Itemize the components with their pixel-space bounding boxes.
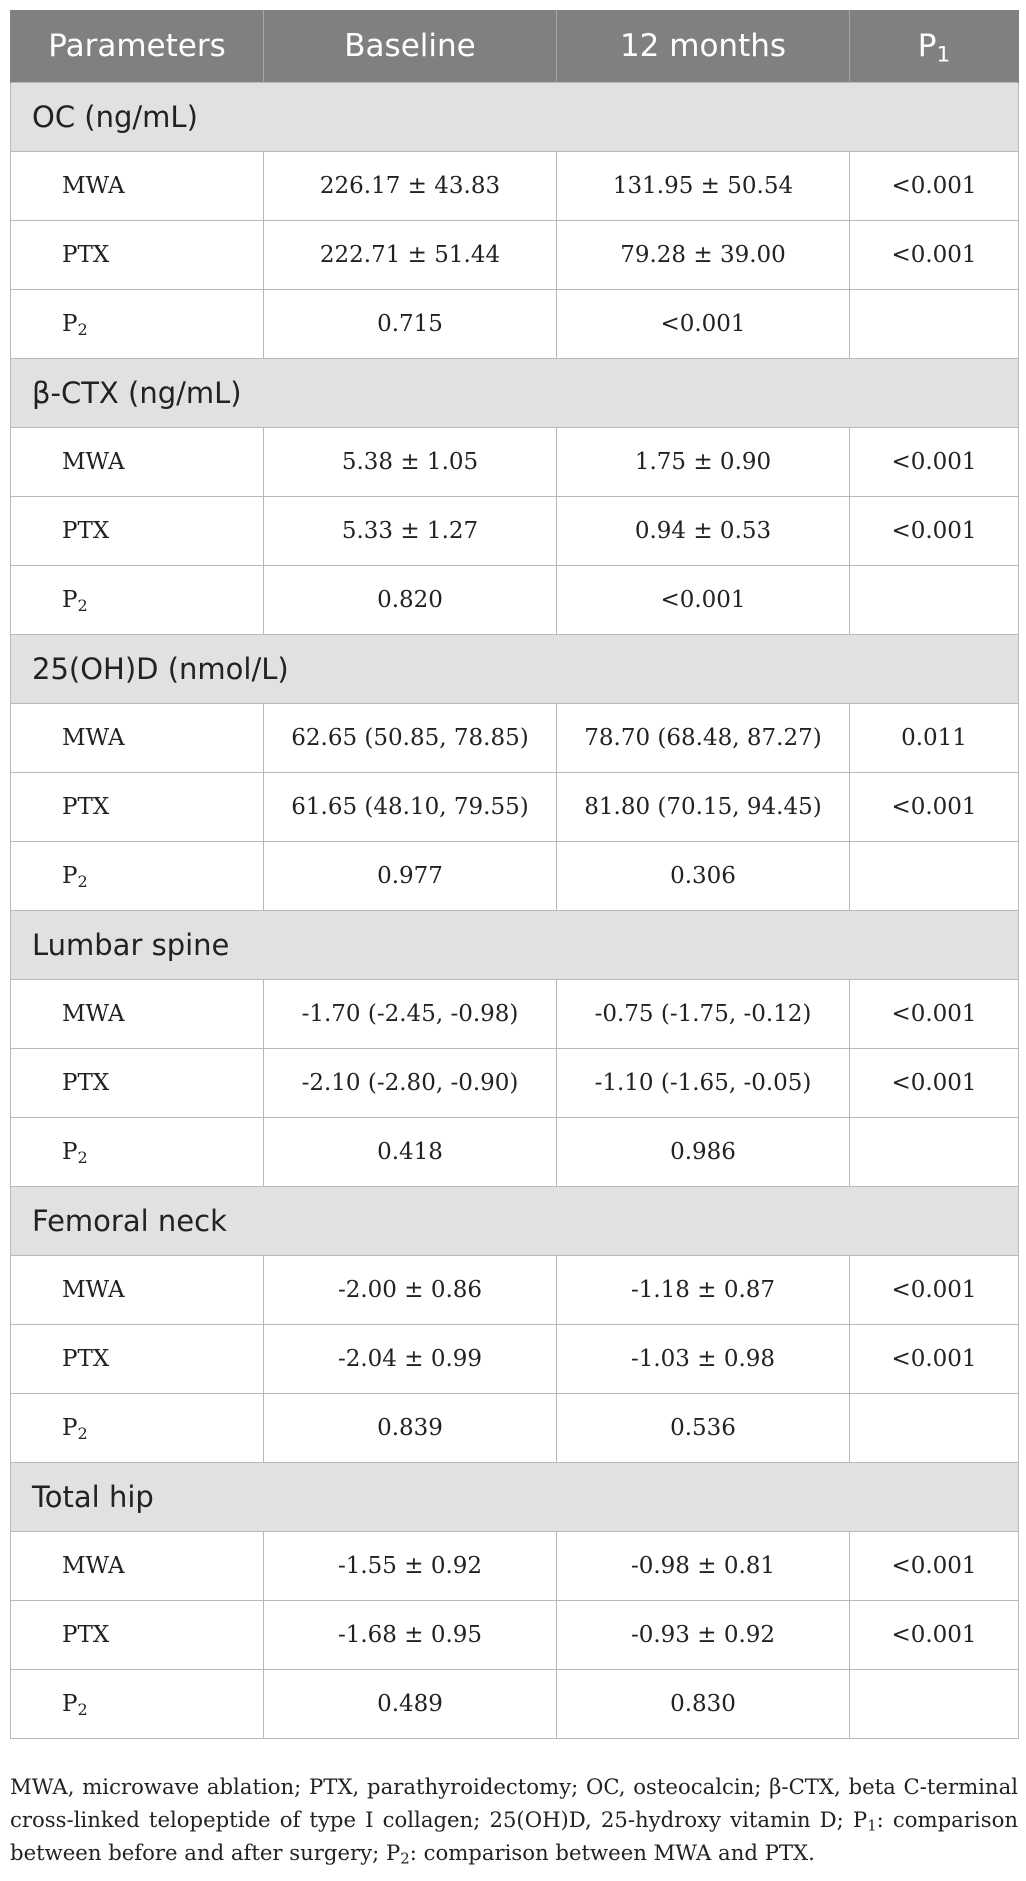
row-label-text: PTX xyxy=(62,518,110,544)
baseline-value: 0.418 xyxy=(264,1118,557,1187)
header-12-months: 12 months xyxy=(557,10,850,83)
row-label xyxy=(11,1394,264,1463)
month12-value: 0.536 xyxy=(557,1394,850,1463)
row-label-text: MWA xyxy=(62,173,125,199)
p1-value: <0.001 xyxy=(850,980,1019,1049)
row-label xyxy=(11,1049,264,1118)
table-row xyxy=(11,1049,1019,1118)
p1-value: <0.001 xyxy=(850,1325,1019,1394)
table-row xyxy=(11,152,1019,221)
p1-value xyxy=(850,1118,1019,1187)
header-p1-sub: 1 xyxy=(936,42,951,68)
month12-value: <0.001 xyxy=(557,290,850,359)
section-row xyxy=(11,359,1019,428)
section-row xyxy=(11,635,1019,704)
row-label-text: PTX xyxy=(62,1070,110,1096)
p1-value: 0.011 xyxy=(850,704,1019,773)
row-label xyxy=(11,428,264,497)
month12-value: -0.75 (-1.75, -0.12) xyxy=(557,980,850,1049)
row-label-text: MWA xyxy=(62,1553,125,1579)
row-label-text: P xyxy=(62,1691,78,1717)
baseline-value: 0.977 xyxy=(264,842,557,911)
baseline-value: -1.55 ± 0.92 xyxy=(264,1532,557,1601)
baseline-value: -1.68 ± 0.95 xyxy=(264,1601,557,1670)
row-label-subscript: 2 xyxy=(77,596,88,616)
p1-value: <0.001 xyxy=(850,221,1019,290)
row-label-text: PTX xyxy=(62,794,110,820)
month12-value: 1.75 ± 0.90 xyxy=(557,428,850,497)
month12-value: -1.18 ± 0.87 xyxy=(557,1256,850,1325)
row-label-subscript: 2 xyxy=(77,1700,88,1720)
section-row xyxy=(11,911,1019,980)
section-title: Femoral neck xyxy=(11,1187,1019,1256)
footnote-part3: : comparison between MWA and PTX. xyxy=(409,1840,815,1865)
table-row xyxy=(11,566,1019,635)
row-label xyxy=(11,842,264,911)
row-label-subscript: 2 xyxy=(77,872,88,892)
row-label-text: P xyxy=(62,311,78,337)
month12-value: 0.94 ± 0.53 xyxy=(557,497,850,566)
row-label xyxy=(11,221,264,290)
table-container xyxy=(10,10,1018,1739)
month12-value: 81.80 (70.15, 94.45) xyxy=(557,773,850,842)
row-label-text: P xyxy=(62,1415,78,1441)
month12-value: 79.28 ± 39.00 xyxy=(557,221,850,290)
baseline-value: 0.715 xyxy=(264,290,557,359)
month12-value: 0.986 xyxy=(557,1118,850,1187)
row-label-text: P xyxy=(62,863,78,889)
row-label xyxy=(11,1325,264,1394)
row-label xyxy=(11,1256,264,1325)
row-label-subscript: 2 xyxy=(77,320,88,340)
row-label xyxy=(11,497,264,566)
table-row xyxy=(11,1256,1019,1325)
baseline-value: 226.17 ± 43.83 xyxy=(264,152,557,221)
table-row xyxy=(11,842,1019,911)
footnote-sub1: 1 xyxy=(867,1817,877,1835)
table-row xyxy=(11,980,1019,1049)
p1-value xyxy=(850,1394,1019,1463)
p1-value xyxy=(850,1670,1019,1739)
row-label-subscript: 2 xyxy=(77,1424,88,1444)
header-p1-main: P xyxy=(917,28,937,64)
table-row xyxy=(11,1325,1019,1394)
header-baseline: Baseline xyxy=(264,10,557,83)
row-label xyxy=(11,1670,264,1739)
baseline-value: 5.38 ± 1.05 xyxy=(264,428,557,497)
p1-value: <0.001 xyxy=(850,497,1019,566)
footnote-part1: MWA, microwave ablation; PTX, parathyroidectomy; OC, osteocalcin; β-CTX, beta C-terminal cross-linked telopeptide of type I collagen; 25(OH)D, 25-hydroxy vitamin D; P xyxy=(10,1774,1018,1832)
section-row xyxy=(11,83,1019,152)
row-label xyxy=(11,566,264,635)
baseline-value: -2.10 (-2.80, -0.90) xyxy=(264,1049,557,1118)
baseline-value: -2.00 ± 0.86 xyxy=(264,1256,557,1325)
p1-value: <0.001 xyxy=(850,152,1019,221)
month12-value: -0.93 ± 0.92 xyxy=(557,1601,850,1670)
table-footnote xyxy=(10,1770,1018,1869)
baseline-value: -2.04 ± 0.99 xyxy=(264,1325,557,1394)
section-row xyxy=(11,1463,1019,1532)
row-label-text: P xyxy=(62,1139,78,1165)
month12-value: 131.95 ± 50.54 xyxy=(557,152,850,221)
table-row xyxy=(11,1670,1019,1739)
results-table xyxy=(10,10,1019,1739)
row-label xyxy=(11,1118,264,1187)
baseline-value: 222.71 ± 51.44 xyxy=(264,221,557,290)
p1-value: <0.001 xyxy=(850,1601,1019,1670)
p1-value: <0.001 xyxy=(850,1532,1019,1601)
table-body xyxy=(11,83,1019,1739)
p1-value: <0.001 xyxy=(850,428,1019,497)
row-label xyxy=(11,1532,264,1601)
month12-value: 0.830 xyxy=(557,1670,850,1739)
footnote-sub2: 2 xyxy=(400,1850,410,1868)
row-label-text: P xyxy=(62,587,78,613)
p1-value: <0.001 xyxy=(850,1049,1019,1118)
baseline-value: -1.70 (-2.45, -0.98) xyxy=(264,980,557,1049)
month12-value: 78.70 (68.48, 87.27) xyxy=(557,704,850,773)
p1-value xyxy=(850,290,1019,359)
row-label xyxy=(11,1601,264,1670)
month12-value: -1.10 (-1.65, -0.05) xyxy=(557,1049,850,1118)
p1-value: <0.001 xyxy=(850,773,1019,842)
header-parameters: Parameters xyxy=(11,10,264,83)
table-row xyxy=(11,290,1019,359)
month12-value: -1.03 ± 0.98 xyxy=(557,1325,850,1394)
row-label-text: MWA xyxy=(62,725,125,751)
baseline-value: 0.489 xyxy=(264,1670,557,1739)
table-row xyxy=(11,1601,1019,1670)
p1-value xyxy=(850,842,1019,911)
table-row xyxy=(11,221,1019,290)
month12-value: 0.306 xyxy=(557,842,850,911)
row-label xyxy=(11,980,264,1049)
baseline-value: 0.839 xyxy=(264,1394,557,1463)
footnote-part2: : comparison between before and after surgery; P xyxy=(10,1807,1018,1865)
header-row xyxy=(11,10,1019,83)
section-title: 25(OH)D (nmol/L) xyxy=(11,635,1019,704)
row-label-text: PTX xyxy=(62,242,110,268)
month12-value: -0.98 ± 0.81 xyxy=(557,1532,850,1601)
table-row xyxy=(11,1532,1019,1601)
row-label xyxy=(11,704,264,773)
table-row xyxy=(11,704,1019,773)
baseline-value: 0.820 xyxy=(264,566,557,635)
row-label xyxy=(11,773,264,842)
p1-value: <0.001 xyxy=(850,1256,1019,1325)
section-row xyxy=(11,1187,1019,1256)
row-label-subscript: 2 xyxy=(77,1148,88,1168)
baseline-value: 5.33 ± 1.27 xyxy=(264,497,557,566)
row-label-text: PTX xyxy=(62,1622,110,1648)
row-label-text: MWA xyxy=(62,1001,125,1027)
row-label-text: PTX xyxy=(62,1346,110,1372)
header-p1 xyxy=(850,10,1019,83)
row-label-text: MWA xyxy=(62,449,125,475)
p1-value xyxy=(850,566,1019,635)
section-title: OC (ng/mL) xyxy=(11,83,1019,152)
section-title: Total hip xyxy=(11,1463,1019,1532)
row-label xyxy=(11,290,264,359)
table-header xyxy=(11,10,1019,83)
table-row xyxy=(11,1118,1019,1187)
section-title: β-CTX (ng/mL) xyxy=(11,359,1019,428)
month12-value: <0.001 xyxy=(557,566,850,635)
row-label xyxy=(11,152,264,221)
section-title: Lumbar spine xyxy=(11,911,1019,980)
table-row xyxy=(11,497,1019,566)
row-label-text: MWA xyxy=(62,1277,125,1303)
baseline-value: 61.65 (48.10, 79.55) xyxy=(264,773,557,842)
table-row xyxy=(11,428,1019,497)
baseline-value: 62.65 (50.85, 78.85) xyxy=(264,704,557,773)
table-row xyxy=(11,773,1019,842)
table-row xyxy=(11,1394,1019,1463)
